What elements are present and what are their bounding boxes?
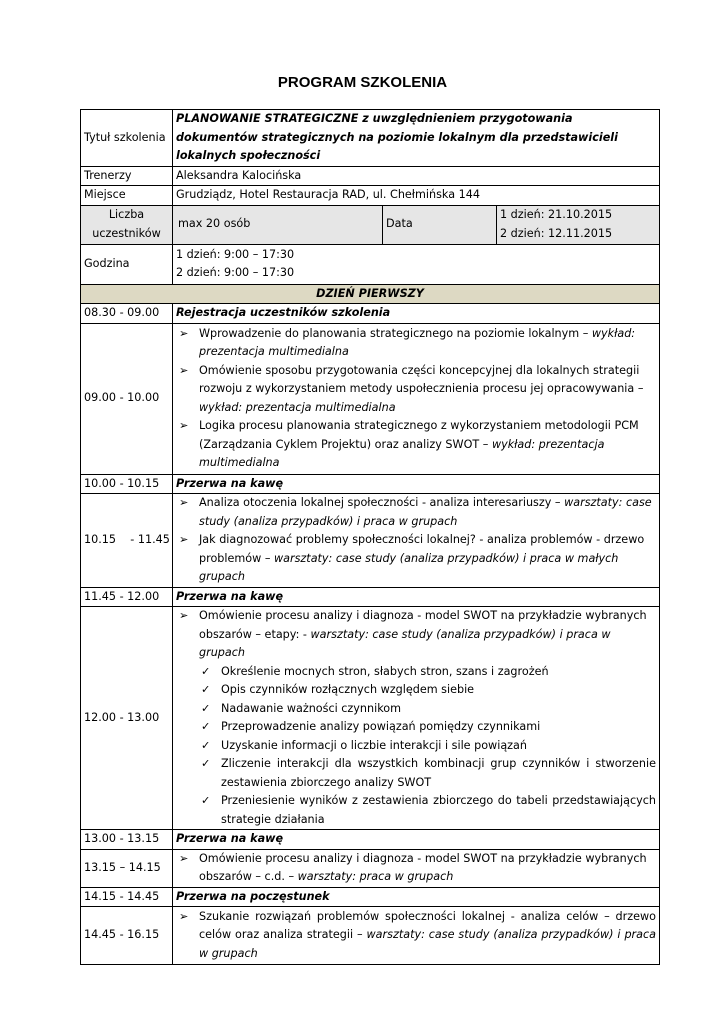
topic-form: wykład: prezentacja multimedialna — [199, 400, 396, 414]
time-slot: 11.45 - 12.00 — [81, 587, 173, 607]
step-item — [198, 737, 656, 756]
step-text: Przeniesienie wyników z zestawienia zbiorczego do tabeli przedstawiających strategie działania — [221, 794, 657, 826]
place-value: Grudziądz, Hotel Restauracja RAD, ul. Chełmińska 144 — [173, 186, 660, 206]
trainers-value: Aleksandra Kalocińska — [173, 166, 660, 186]
time-slot: 13.00 - 13.15 — [81, 830, 173, 850]
checkmark-icon: ✓ — [201, 738, 211, 752]
info-row-trainers — [81, 166, 660, 186]
checkmark-icon: ✓ — [201, 794, 211, 807]
checkmark-icon: ✓ — [201, 683, 211, 696]
topic-item — [176, 362, 656, 418]
topic-text: Omówienie sposobu przygotowania części koncepcyjnej dla lokalnych strategii rozwoju z wykorzystaniem metody uspołecznienia procesu jej opracowywania – — [199, 363, 644, 395]
break-label: Przerwa na poczęstunek — [173, 887, 660, 907]
training-title: PLANOWANIE STRATEGICZNE z uwzględnieniem przygotowania dokumentów strategicznych na poziomie lokalnym dla przedstawicieli lokalnych społeczności — [173, 110, 660, 167]
trainers-label: Trenerzy — [81, 166, 173, 186]
day-header: DZIEŃ PIERWSZY — [81, 284, 660, 304]
time-slot: 14.45 - 16.15 — [81, 907, 173, 965]
step-item — [198, 718, 656, 737]
break-label: Przerwa na kawę — [173, 474, 660, 494]
schedule-row — [81, 830, 660, 850]
time-slot: 10.15 - 11.45 — [81, 494, 173, 588]
topic-form: warsztaty: case study (analiza przypadków) i praca w grupach — [199, 496, 652, 528]
session-content — [173, 849, 660, 887]
session-content — [173, 607, 660, 830]
schedule-row — [81, 304, 660, 324]
step-item — [198, 663, 656, 682]
topic-list — [176, 494, 656, 587]
schedule-row — [81, 607, 660, 830]
date-day1: 1 dzień: 21.10.2015 — [500, 208, 613, 221]
checkmark-icon: ✓ — [201, 720, 211, 733]
info-row-hours — [81, 244, 660, 284]
hours-day1: 1 dzień: 9:00 – 17:30 — [176, 247, 295, 261]
topic-text: Jak diagnozować problemy społeczności lokalnej? - analiza problemów - drzewo problemów – — [199, 533, 645, 565]
topic-item — [176, 417, 656, 473]
time-slot: 09.00 - 10.00 — [81, 323, 173, 474]
topic-list — [176, 607, 656, 663]
time-slot: 08.30 - 09.00 — [81, 304, 173, 324]
program-table — [80, 109, 660, 965]
day-header-row — [81, 284, 660, 304]
info-row-participants — [81, 205, 660, 244]
topic-form: wykład: prezentacja multimedialna — [199, 326, 636, 358]
checkmark-icon: ✓ — [201, 757, 211, 770]
participants-value: max 20 osób — [173, 205, 383, 244]
checkmark-icon: ✓ — [201, 701, 211, 715]
topic-item — [176, 850, 656, 887]
arrow-bullet-icon: ➢ — [179, 419, 189, 432]
topic-form: wykład: prezentacja multimedialna — [199, 437, 605, 469]
date-value — [497, 205, 660, 244]
break-label: Przerwa na kawę — [173, 830, 660, 850]
topic-list — [176, 850, 656, 887]
arrow-bullet-icon: ➢ — [179, 909, 189, 923]
topic-item — [176, 607, 656, 663]
checkmark-icon: ✓ — [201, 664, 211, 678]
time-slot: 10.00 - 10.15 — [81, 474, 173, 494]
topic-item — [176, 531, 656, 587]
schedule-row — [81, 887, 660, 907]
step-list — [176, 663, 656, 830]
schedule-row — [81, 323, 660, 474]
topic-text: Szukanie rozwiązań problemów społeczności lokalnej - analiza celów – drzewo celów oraz analiza strategii – — [199, 909, 657, 942]
time-slot: 14.15 - 14.45 — [81, 887, 173, 907]
topic-item — [176, 325, 656, 362]
hours-label: Godzina — [81, 244, 173, 284]
arrow-bullet-icon: ➢ — [179, 851, 189, 865]
step-item — [198, 755, 656, 792]
info-row-place — [81, 186, 660, 206]
step-item — [198, 681, 656, 700]
time-slot: 12.00 - 13.00 — [81, 607, 173, 830]
arrow-bullet-icon: ➢ — [179, 326, 189, 340]
arrow-bullet-icon: ➢ — [179, 533, 189, 546]
date-label: Data — [383, 205, 497, 244]
arrow-bullet-icon: ➢ — [179, 609, 189, 622]
step-text: Zliczenie interakcji dla wszystkich kombinacji grup czynników i stworzenie zestawienia zbiorczego analizy SWOT — [221, 757, 657, 789]
step-text: Określenie mocnych stron, słabych stron, szans i zagrożeń — [221, 664, 549, 678]
hours-day2: 2 dzień: 9:00 – 17:30 — [176, 266, 295, 279]
participants-label: Liczba uczestników — [81, 205, 173, 244]
topic-form: warsztaty: praca w grupach — [297, 870, 454, 883]
schedule-row — [81, 849, 660, 887]
topic-form: warsztaty: case study (analiza przypadków) i praca w grupach — [199, 627, 611, 659]
step-item — [198, 700, 656, 719]
step-item — [198, 792, 656, 829]
session-content — [173, 907, 660, 965]
topic-text: Wprowadzenie do planowania strategicznego na poziomie lokalnym – — [199, 326, 592, 340]
schedule-row — [81, 494, 660, 588]
info-row-title — [81, 110, 660, 167]
topic-text: Omówienie procesu analizy i diagnoza - model SWOT na przykładzie wybranych obszarów – etapy: - — [199, 609, 647, 641]
topic-list — [176, 325, 656, 473]
time-slot: 13.15 – 14.15 — [81, 849, 173, 887]
schedule-row — [81, 587, 660, 607]
topic-list — [176, 908, 656, 964]
topic-text: Analiza otoczenia lokalnej społeczności - analiza interesariuszy – — [199, 496, 565, 509]
step-text: Nadawanie ważności czynnikom — [221, 701, 402, 715]
training-title-label: Tytuł szkolenia — [81, 110, 173, 167]
topic-item — [176, 494, 656, 531]
break-label: Przerwa na kawę — [173, 587, 660, 607]
session-label: Rejestracja uczestników szkolenia — [173, 304, 660, 324]
date-day2: 2 dzień: 12.11.2015 — [500, 226, 613, 240]
place-label: Miejsce — [81, 186, 173, 206]
step-text: Uzyskanie informacji o liczbie interakcji i sile powiązań — [221, 738, 527, 752]
topic-item — [176, 908, 656, 964]
step-text: Opis czynników rozłącznych względem siebie — [221, 683, 475, 696]
arrow-bullet-icon: ➢ — [179, 496, 189, 509]
schedule-row — [81, 474, 660, 494]
session-content — [173, 494, 660, 588]
topic-form: warsztaty: case study (analiza przypadków) i praca w małych grupach — [199, 551, 619, 583]
topic-form: warsztaty: case study (analiza przypadków) i praca w grupach — [199, 928, 657, 960]
schedule-row — [81, 907, 660, 965]
page-title: PROGRAM SZKOLENIA — [277, 74, 448, 91]
hours-value — [173, 244, 660, 284]
arrow-bullet-icon: ➢ — [179, 363, 189, 377]
topic-text: Omówienie procesu analizy i diagnoza - model SWOT na przykładzie wybranych obszarów – c.d. – — [199, 851, 647, 883]
step-text: Przeprowadzenie analizy powiązań pomiędzy czynnikami — [221, 720, 541, 733]
topic-text: Logika procesu planowania strategicznego z wykorzystaniem metodologii PCM (Zarządzania Cyklem Projektu) oraz analizy SWOT – — [199, 419, 639, 451]
session-content — [173, 323, 660, 474]
